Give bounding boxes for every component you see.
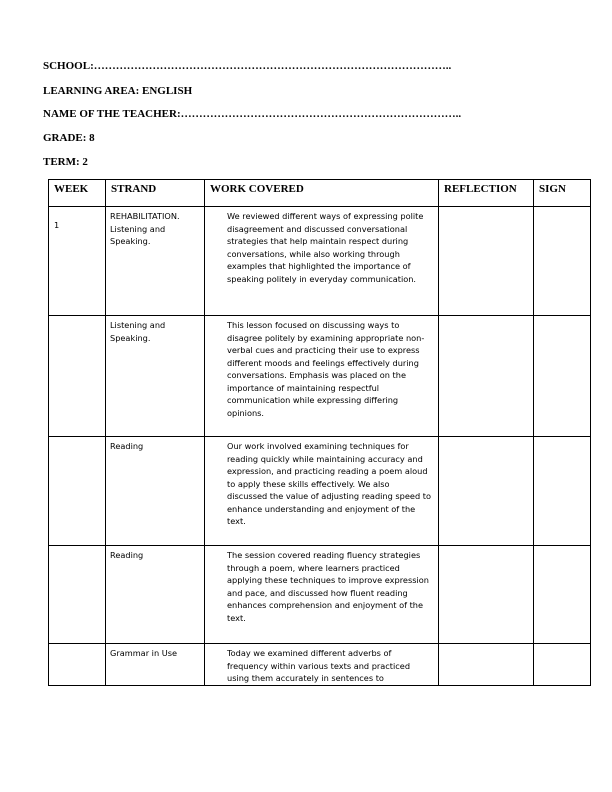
reflection-cell — [439, 316, 534, 437]
week-cell — [49, 316, 106, 437]
week-cell — [49, 546, 106, 644]
table-row — [49, 437, 591, 546]
work-covered-cell — [205, 316, 439, 437]
column-header-reflection: REFLECTION — [439, 180, 534, 207]
week-value — [49, 316, 105, 328]
sign-cell — [534, 437, 591, 546]
strand-cell — [106, 437, 205, 546]
strand-cell — [106, 546, 205, 644]
column-header-work-covered: WORK COVERED — [205, 180, 439, 207]
reflection-cell — [439, 437, 534, 546]
table-header-row — [49, 180, 591, 207]
week-cell — [49, 207, 106, 316]
work-covered-cell — [205, 207, 439, 316]
week-value — [49, 644, 105, 656]
week-value — [49, 546, 105, 558]
column-header-sign: SIGN — [534, 180, 591, 207]
teacher-name-line: NAME OF THE TEACHER:………………………………………………………………….. — [43, 108, 462, 120]
strand-value: Reading — [110, 550, 144, 560]
table-row — [49, 546, 591, 644]
work-covered-cell — [205, 644, 439, 686]
column-header-strand: STRAND — [106, 180, 205, 207]
strand-value: REHABILITATION. Listening and Speaking. — [110, 211, 180, 246]
strand-value: Listening and Speaking. — [110, 320, 166, 343]
table-row — [49, 644, 591, 686]
week-value — [49, 437, 105, 449]
work-covered-value: The session covered reading fluency strategies through a poem, where learners practiced applying these techniques to improve expression and pace, and discussed how fluent reading enhances comprehension and enjoyment of the text. — [227, 550, 429, 623]
sign-cell — [534, 546, 591, 644]
work-covered-cell — [205, 546, 439, 644]
learning-area-line: LEARNING AREA: ENGLISH — [43, 85, 193, 97]
work-covered-value: We reviewed different ways of expressing polite disagreement and discussed conversational strategies that help maintain respect during conversations, while also working through examples that highlighted the importance of speaking politely in everyday communication. — [227, 211, 424, 284]
reflection-cell — [439, 546, 534, 644]
school-line: SCHOOL:…………………………………………………………………………………….. — [43, 60, 452, 72]
term-line: TERM: 2 — [43, 156, 88, 168]
week-cell — [49, 644, 106, 686]
grade-line: GRADE: 8 — [43, 132, 95, 144]
work-covered-cell — [205, 437, 439, 546]
sign-cell — [534, 316, 591, 437]
work-covered-value: Our work involved examining techniques for reading quickly while maintaining accuracy and expression, and practicing reading a poem aloud to apply these skills effectively. We also discussed the value of adjusting reading speed to enhance understanding and enjoyment of the text. — [227, 441, 431, 526]
column-header-week: WEEK — [49, 180, 106, 207]
sign-cell — [534, 207, 591, 316]
table-row — [49, 207, 591, 316]
work-record-table — [48, 179, 591, 686]
week-value: 1 — [54, 220, 60, 230]
work-covered-value: Today we examined different adverbs of frequency within various texts and practiced using them accurately in sentences to — [227, 648, 411, 683]
reflection-cell — [439, 207, 534, 316]
sign-cell — [534, 644, 591, 686]
table-row — [49, 316, 591, 437]
strand-value: Reading — [110, 441, 144, 451]
reflection-cell — [439, 644, 534, 686]
week-cell — [49, 437, 106, 546]
strand-cell — [106, 316, 205, 437]
strand-cell — [106, 644, 205, 686]
work-covered-value: This lesson focused on discussing ways to disagree politely by examining appropriate non-verbal cues and practicing their use to express different moods and feelings effectively during conversations. Emphasis was placed on the importance of maintaining respectful communication while expressing differing opinions. — [227, 320, 425, 418]
strand-value: Grammar in Use — [110, 648, 178, 658]
strand-cell — [106, 207, 205, 316]
